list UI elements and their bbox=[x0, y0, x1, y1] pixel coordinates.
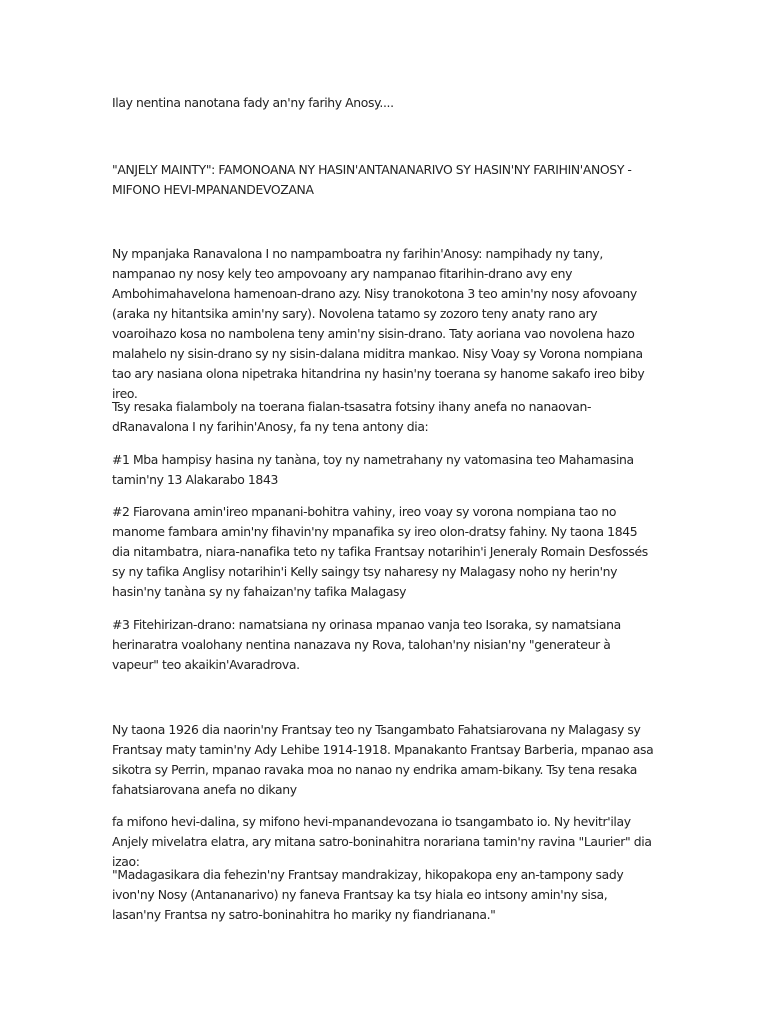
paragraph-reason-3: #3 Fitehirizan-drano: namatsiana ny orinasa mpanao vanja teo Isoraka, sy namatsiana herinaratra voalohany nentina nanazava ny Rova, talohan'ny nisian'ny "generateur à vapeur" teo akaikin'Avaradrova. bbox=[112, 617, 621, 672]
paragraph-reason-1: #1 Mba hampisy hasina ny tanàna, toy ny nametrahany ny vatomasina teo Mahamasina tamin'ny 13 Alakarabo 1843 bbox=[112, 452, 634, 487]
document-heading: "ANJELY MAINTY": FAMONOANA NY HASIN'ANTANANARIVO SY HASIN'NY FARIHIN'ANOSY - MIFONO HEVI-MPANANDEVOZANA bbox=[112, 162, 632, 197]
paragraph-quote: "Madagasikara dia fehezin'ny Frantsay mandrakizay, hikopakopa eny an-tampony sady ivon'ny Nosy (Antananarivo) ny faneva Frantsay ka tsy hiala eo intsony amin'ny sisa, lasan'ny Frantsa ny satro-boninahitra ho mariky ny fiandrianana." bbox=[112, 867, 624, 922]
intro-line: Ilay nentina nanotana fady an'ny farihy Anosy.... bbox=[112, 95, 394, 110]
paragraph-reason-2: #2 Fiarovana amin'ireo mpanani-bohitra vahiny, ireo voay sy vorona nompiana tao no manome fambara amin'ny fihavin'ny mpanafika sy ireo olon-dratsy fahiny. Ny taona 1845 dia nitambatra, niara-nanafika teto ny tafika Frantsay notarihin'i Jeneraly Romain Desfossés sy ny tafika Anglisy notarihin'i Kelly saingy tsy naharesy ny Malagasy noho ny herin'ny hasin'ny tanàna sy ny fahaizan'ny tafika Malagasy bbox=[112, 504, 648, 599]
paragraph-monument: Ny taona 1926 dia naorin'ny Frantsay teo ny Tsangambato Fahatsiarovana ny Malagasy sy Frantsay maty tamin'ny Ady Lehibe 1914-1918. Mpanakanto Frantsay Barberia, mpanao asa sikotra sy Perrin, mpanao ravaka moa no nanao ny endrika amam-bikany. Tsy tena resaka fahatsiarovana anefa no dikany bbox=[112, 722, 654, 797]
paragraph-meaning: fa mifono hevi-dalina, sy mifono hevi-mpanandevozana io tsangambato io. Ny hevitr'ilay Anjely mivelatra elatra, ary mitana satro-boninahitra norariana tamin'ny ravina "Laurier" dia izao: bbox=[112, 814, 652, 869]
paragraph-reasons-intro: Tsy resaka fialamboly na toerana fialan-tsasatra fotsiny ihany anefa no nanaovan-dRanavalona I ny farihin'Anosy, fa ny tena antony dia: bbox=[112, 399, 592, 434]
paragraph-lake-history: Ny mpanjaka Ranavalona I no nampamboatra ny farihin'Anosy: nampihady ny tany, nampanao ny nosy kely teo ampovoany ary nampanao fitarihin-drano avy eny Ambohimahavelona hamenoan-drano azy. Nisy tranokotona 3 teo amin'ny nosy afovoany (araka ny hitantsika amin'ny sary). Novolena tatamo sy zozoro teny anaty rano ary voaroihazo kosa no nambolena teny amin'ny sisin-drano. Taty aoriana vao novolena hazo malahelo ny sisin-drano sy ny sisin-dalana miditra mankao. Nisy Voay sy Vorona nompiana tao ary nasiana olona nipetraka hitandrina ny hasin'ny toerana sy hanome sakafo ireo biby ireo. bbox=[112, 246, 645, 401]
